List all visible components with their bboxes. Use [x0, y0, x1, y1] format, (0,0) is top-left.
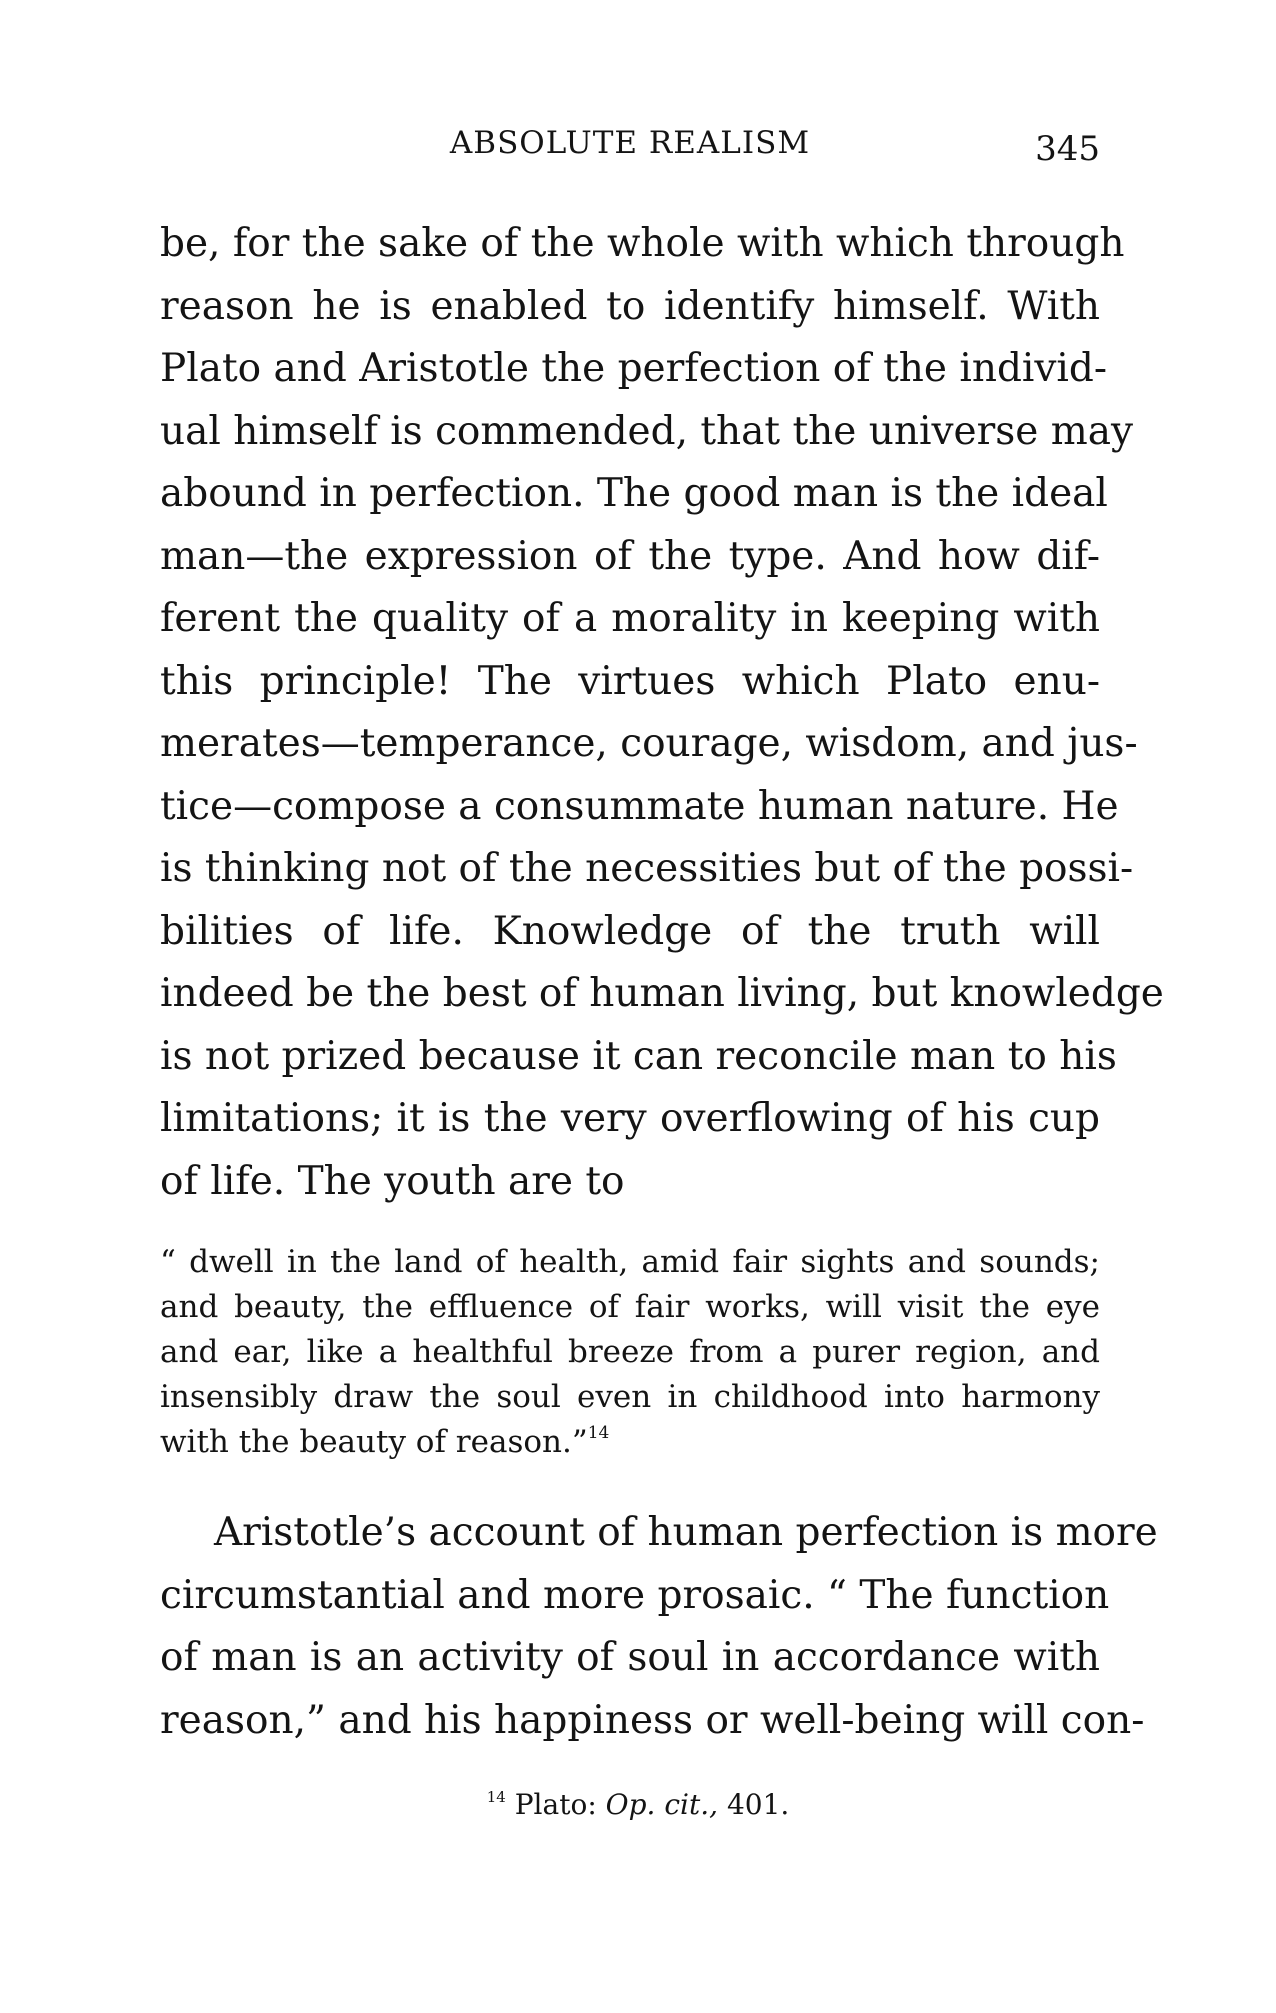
footnote: [0, 1788, 1276, 1821]
text-line: of life. The youth are to: [160, 1158, 625, 1204]
running-title: ABSOLUTE REALISM: [449, 125, 811, 161]
text-line: reason,” and his happiness or well-being will con-: [160, 1697, 1145, 1743]
footnote-reference: 14: [587, 1423, 610, 1443]
block-quote: [160, 1240, 1100, 1465]
text-line: man—the expression of the type. And how dif-: [160, 533, 1100, 579]
text-line: is not prized because it can reconcile man to his: [160, 1033, 1117, 1079]
text-line: Aristotle’s account of human perfection is more: [214, 1510, 1158, 1555]
text-line: ferent the quality of a morality in keeping with: [160, 596, 1100, 641]
text-line: abound in perfection. The good man is the ideal: [160, 471, 1108, 516]
footnote-work: Op. cit.,: [605, 1788, 719, 1821]
text-line: is thinking not of the necessities but of the possi-: [160, 846, 1134, 891]
footnote-marker: 14: [486, 1788, 506, 1806]
text-line: merates—temperance, courage, wisdom, and jus-: [160, 721, 1138, 766]
text-line: indeed be the best of human living, but knowledge: [160, 971, 1164, 1016]
quote-line-last: [160, 1420, 1100, 1465]
footnote-author: Plato:: [514, 1788, 597, 1821]
page-number: 345: [1035, 129, 1100, 169]
text-line: this principle! The virtues which Plato enu-: [160, 658, 1100, 704]
text-line: tice—compose a consummate human nature. He: [160, 783, 1119, 829]
footnote-page: 401.: [726, 1788, 790, 1821]
quote-line: “ dwell in the land of health, amid fair sights and sounds;: [160, 1244, 1100, 1280]
text-line: of man is an activity of soul in accordance with: [160, 1635, 1100, 1680]
text-line: reason he is enabled to identify himself. With: [160, 283, 1100, 329]
paragraph-1: [160, 213, 1164, 1213]
text-line: ual himself is commended, that the universe may: [160, 408, 1133, 454]
running-head: [160, 125, 1100, 175]
quote-line: and beauty, the effluence of fair works, will visit the eye: [160, 1289, 1100, 1325]
text-line: be, for the sake of the whole with which through: [160, 221, 1125, 266]
text-line: bilities of life. Knowledge of the truth will: [160, 908, 1100, 954]
text-line: circumstantial and more prosaic. “ The function: [160, 1572, 1110, 1618]
text-line: limitations; it is the very overflowing of his cup: [160, 1096, 1100, 1141]
quote-line: and ear, like a healthful breeze from a purer region, and: [160, 1334, 1100, 1370]
quote-line: insensibly draw the soul even in childhood into harmony: [160, 1379, 1100, 1415]
paragraph-2: [160, 1502, 1158, 1752]
quote-text: with the beauty of reason.”: [160, 1424, 588, 1460]
text-line: Plato and Aristotle the perfection of the individ-: [160, 346, 1108, 391]
